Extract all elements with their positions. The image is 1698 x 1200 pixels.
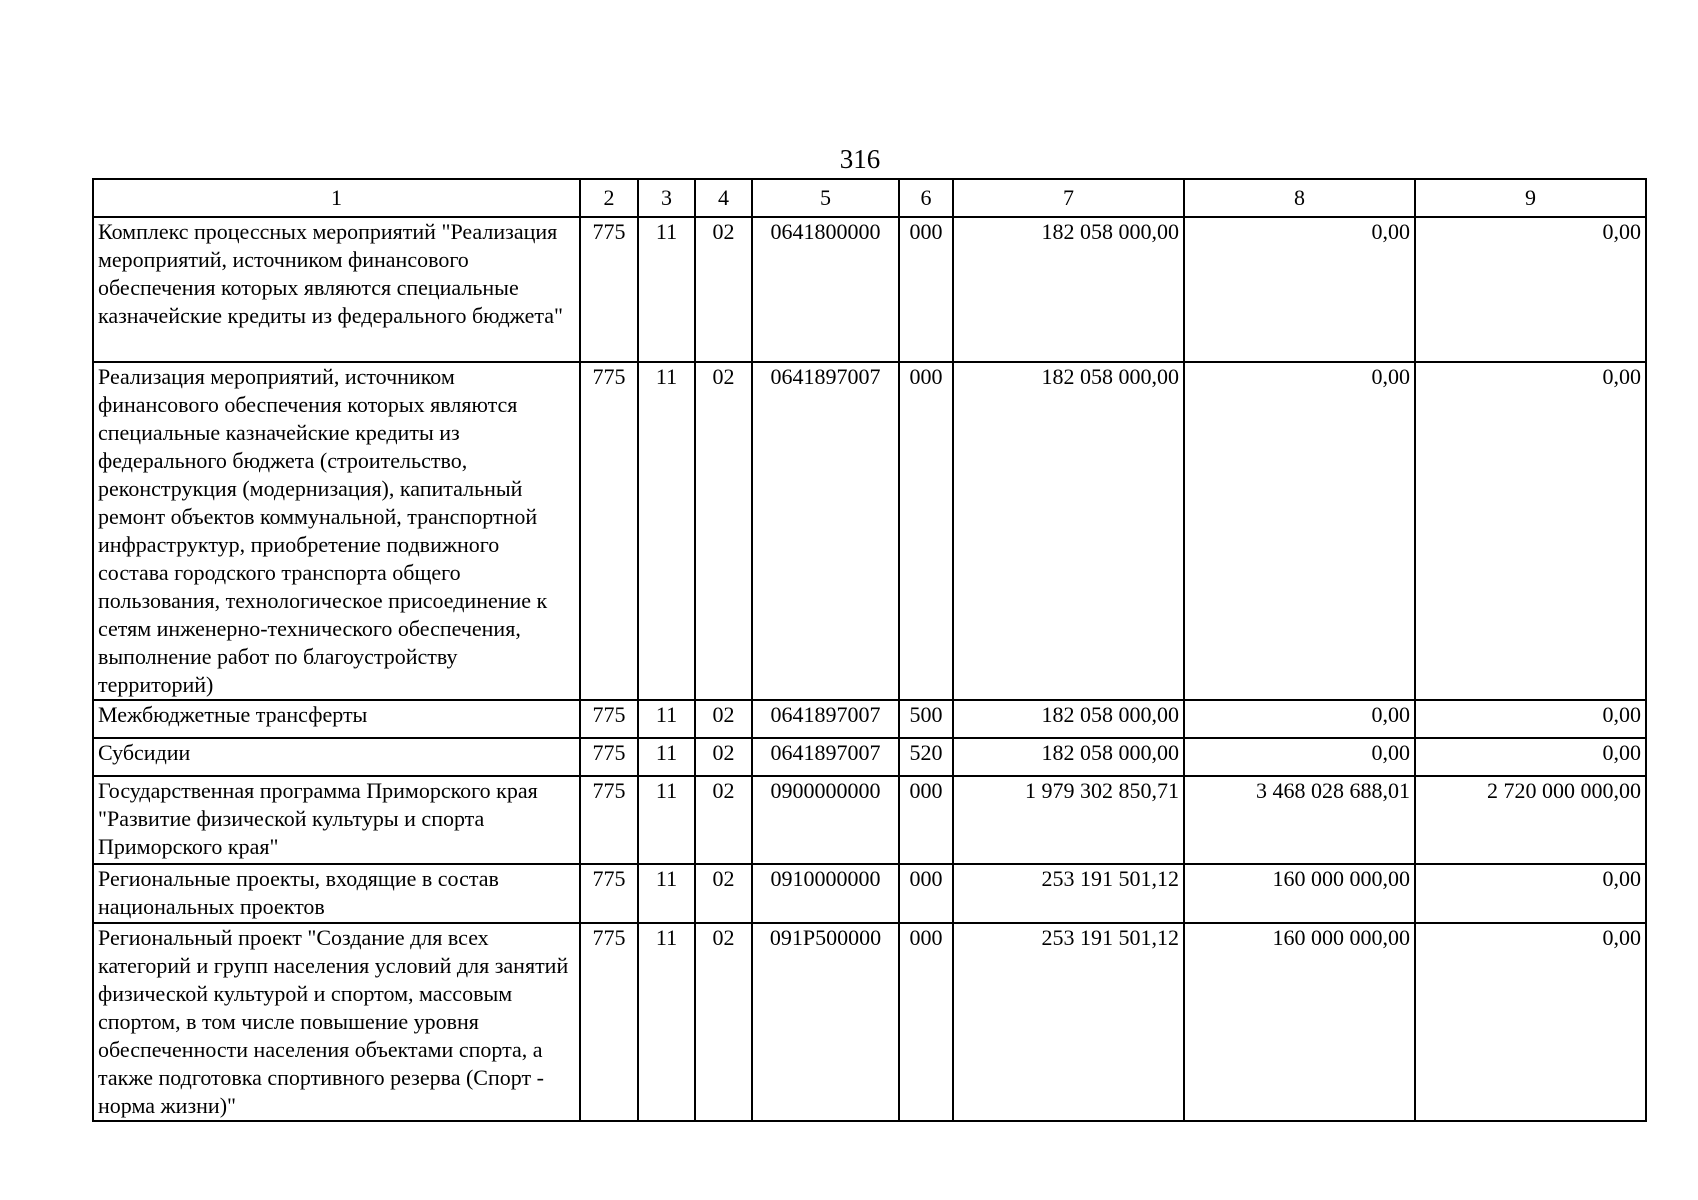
subsection-code: 02	[695, 362, 752, 700]
column-number-row	[93, 179, 1646, 217]
table-row	[93, 776, 1646, 864]
item-name: Региональный проект "Создание для всех категорий и групп населения условий для занятий физической культурой и спортом, массовым спортом, в том числе повышение уровня обеспеченности населения объектами спорта, а также подготовка спортивного резерва (Спорт - норма жизни)"	[93, 923, 580, 1121]
amount-col9: 0,00	[1415, 864, 1646, 923]
section-code: 11	[638, 776, 695, 864]
section-code: 11	[638, 864, 695, 923]
section-code: 11	[638, 362, 695, 700]
column-header: 5	[752, 179, 899, 217]
item-name: Региональные проекты, входящие в состав национальных проектов	[93, 864, 580, 923]
amount-col7: 182 058 000,00	[953, 362, 1184, 700]
target-article-code: 0641897007	[752, 700, 899, 738]
ministry-code: 775	[580, 923, 638, 1121]
amount-col9: 0,00	[1415, 738, 1646, 776]
expense-type-code: 000	[899, 776, 953, 864]
amount-col8: 160 000 000,00	[1184, 864, 1415, 923]
expense-type-code: 000	[899, 864, 953, 923]
subsection-code: 02	[695, 776, 752, 864]
column-header: 9	[1415, 179, 1646, 217]
amount-col7: 182 058 000,00	[953, 217, 1184, 362]
amount-col7: 253 191 501,12	[953, 923, 1184, 1121]
item-name: Комплекс процессных мероприятий "Реализация мероприятий, источником финансового обеспечения которых являются специальные казначейские кредиты из федерального бюджета"	[93, 217, 580, 362]
amount-col9: 0,00	[1415, 923, 1646, 1121]
target-article-code: 0910000000	[752, 864, 899, 923]
section-code: 11	[638, 700, 695, 738]
column-header: 4	[695, 179, 752, 217]
amount-col7: 253 191 501,12	[953, 864, 1184, 923]
budget-table	[92, 178, 1647, 1122]
amount-col9: 0,00	[1415, 217, 1646, 362]
item-name: Субсидии	[93, 738, 580, 776]
section-code: 11	[638, 738, 695, 776]
ministry-code: 775	[580, 776, 638, 864]
item-name: Реализация мероприятий, источником финансового обеспечения которых являются специальные казначейские кредиты из федерального бюджета (строительство, реконструкция (модернизация), капитальный ремонт объектов коммунальной, транспортной инфраструктур, приобретение подвижного состава городского транспорта общего пользования, технологическое присоединение к сетям инженерно-технического обеспечения, выполнение работ по благоустройству территорий)	[93, 362, 580, 700]
column-header: 6	[899, 179, 953, 217]
item-name: Государственная программа Приморского края "Развитие физической культуры и спорта Приморского края"	[93, 776, 580, 864]
table-row	[93, 864, 1646, 923]
amount-col9: 2 720 000 000,00	[1415, 776, 1646, 864]
amount-col8: 0,00	[1184, 217, 1415, 362]
target-article-code: 0641897007	[752, 362, 899, 700]
ministry-code: 775	[580, 738, 638, 776]
subsection-code: 02	[695, 864, 752, 923]
column-header: 2	[580, 179, 638, 217]
ministry-code: 775	[580, 864, 638, 923]
expense-type-code: 520	[899, 738, 953, 776]
subsection-code: 02	[695, 700, 752, 738]
target-article-code: 091P500000	[752, 923, 899, 1121]
ministry-code: 775	[580, 217, 638, 362]
column-header: 8	[1184, 179, 1415, 217]
expense-type-code: 000	[899, 217, 953, 362]
page-number: 316	[839, 144, 881, 174]
subsection-code: 02	[695, 923, 752, 1121]
amount-col8: 160 000 000,00	[1184, 923, 1415, 1121]
table-row	[93, 738, 1646, 776]
item-name: Межбюджетные трансферты	[93, 700, 580, 738]
amount-col9: 0,00	[1415, 700, 1646, 738]
target-article-code: 0641897007	[752, 738, 899, 776]
expense-type-code: 500	[899, 700, 953, 738]
table-row	[93, 362, 1646, 700]
column-header: 1	[93, 179, 580, 217]
target-article-code: 0641800000	[752, 217, 899, 362]
table-row	[93, 700, 1646, 738]
amount-col7: 1 979 302 850,71	[953, 776, 1184, 864]
target-article-code: 0900000000	[752, 776, 899, 864]
table-row	[93, 923, 1646, 1121]
ministry-code: 775	[580, 700, 638, 738]
subsection-code: 02	[695, 217, 752, 362]
amount-col8: 0,00	[1184, 362, 1415, 700]
amount-col8: 0,00	[1184, 738, 1415, 776]
column-header: 3	[638, 179, 695, 217]
amount-col8: 0,00	[1184, 700, 1415, 738]
amount-col9: 0,00	[1415, 362, 1646, 700]
expense-type-code: 000	[899, 923, 953, 1121]
amount-col7: 182 058 000,00	[953, 738, 1184, 776]
subsection-code: 02	[695, 738, 752, 776]
amount-col7: 182 058 000,00	[953, 700, 1184, 738]
section-code: 11	[638, 923, 695, 1121]
table-row	[93, 217, 1646, 362]
ministry-code: 775	[580, 362, 638, 700]
column-header: 7	[953, 179, 1184, 217]
amount-col8: 3 468 028 688,01	[1184, 776, 1415, 864]
section-code: 11	[638, 217, 695, 362]
expense-type-code: 000	[899, 362, 953, 700]
